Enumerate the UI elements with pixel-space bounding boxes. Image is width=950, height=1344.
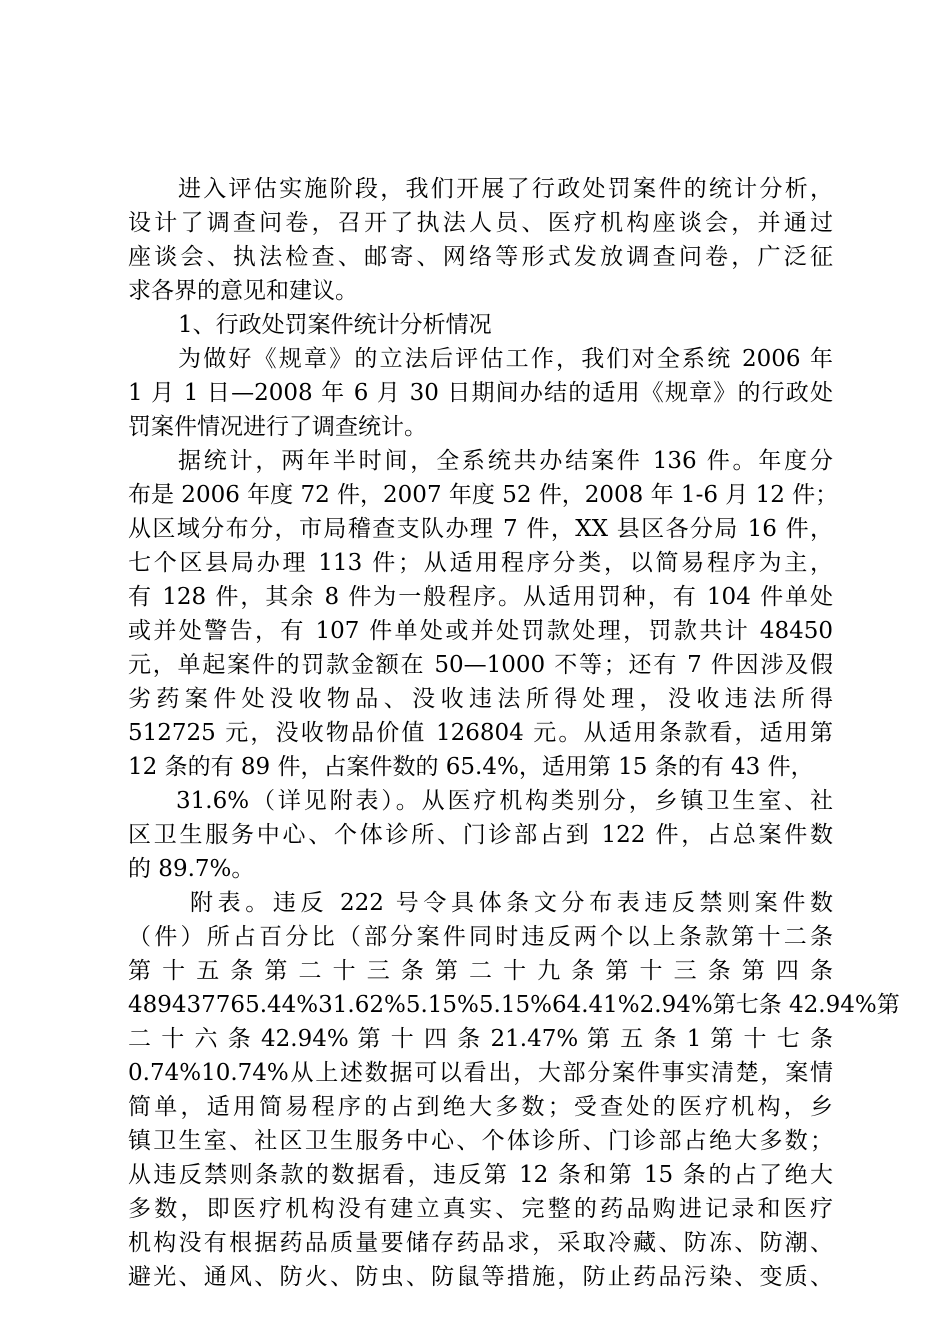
paragraph-line: 第 十 五 条 第 二 十 三 条 第 二 十 九 条 第 十 三 条 第 四 条 — [128, 958, 833, 984]
paragraph-line: 座谈会、执法检查、邮寄、网络等形式发放调查问卷，广泛征 — [128, 244, 833, 270]
paragraph-line: 劣药案件处没收物品、没收违法所得处理，没收违法所得 — [128, 686, 833, 712]
section-heading: 1、行政处罚案件统计分析情况 — [178, 312, 492, 338]
paragraph-line: 489437765.44%31.62%5.15%5.15%64.41%2.94%第七条 42.94%第 — [128, 992, 900, 1018]
paragraph-line: 31.6%（详见附表）。从医疗机构类别分，乡镇卫生室、社 — [176, 788, 833, 814]
paragraph-line: 1 月 1 日—2008 年 6 月 30 日期间办结的适用《规章》的行政处 — [128, 380, 833, 406]
paragraph-line: 进入评估实施阶段，我们开展了行政处罚案件的统计分析， — [178, 176, 833, 202]
paragraph-line: 设计了调查问卷，召开了执法人员、医疗机构座谈会，并通过 — [128, 210, 833, 236]
paragraph-line: 0.74%10.74%从上述数据可以看出，大部分案件事实清楚，案情 — [128, 1060, 833, 1086]
paragraph-line: 区卫生服务中心、个体诊所、门诊部占到 122 件，占总案件数 — [128, 822, 833, 848]
paragraph-line: 12 条的有 89 件，占案件数的 65.4%，适用第 15 条的有 43 件， — [128, 754, 814, 780]
paragraph-line: （件）所占百分比（部分案件同时违反两个以上条款第十二条 — [128, 924, 833, 950]
paragraph-line: 罚案件情况进行了调查统计。 — [128, 414, 427, 440]
paragraph-line: 布是 2006 年度 72 件，2007 年度 52 件，2008 年 1-6 月 12 件； — [128, 482, 839, 508]
paragraph-line: 二 十 六 条 42.94% 第 十 四 条 21.47% 第 五 条 1 第 十 七 条 — [128, 1026, 833, 1052]
paragraph-line: 多数，即医疗机构没有建立真实、完整的药品购进记录和医疗 — [128, 1196, 833, 1222]
paragraph-line: 七个区县局办理 113 件；从适用程序分类，以简易程序为主， — [128, 550, 833, 576]
paragraph-line: 为做好《规章》的立法后评估工作，我们对全系统 2006 年 — [178, 346, 833, 372]
paragraph-line: 从违反禁则条款的数据看，违反第 12 条和第 15 条的占了绝大 — [128, 1162, 833, 1188]
paragraph-line: 机构没有根据药品质量要储存药品求，采取冷藏、防冻、防潮、 — [128, 1230, 833, 1256]
paragraph-line: 求各界的意见和建议。 — [128, 278, 358, 304]
paragraph-line: 有 128 件，其余 8 件为一般程序。从适用罚种，有 104 件单处 — [128, 584, 833, 610]
paragraph-line: 附表。违反 222 号令具体条文分布表违反禁则案件数 — [190, 890, 833, 916]
paragraph-line: 的 89.7%。 — [128, 856, 255, 882]
document-body — [128, 172, 900, 1294]
paragraph-line: 512725 元，没收物品价值 126804 元。从适用条款看，适用第 — [128, 720, 833, 746]
paragraph-line: 避光、通风、防火、防虫、防鼠等措施，防止药品污染、变质、 — [128, 1264, 833, 1290]
paragraph-line: 简单，适用简易程序的占到绝大多数；受查处的医疗机构，乡 — [128, 1094, 833, 1120]
paragraph-line: 或并处警告，有 107 件单处或并处罚款处理，罚款共计 48450 — [128, 618, 833, 644]
paragraph-line: 从区域分布分，市局稽查支队办理 7 件，XX 县区各分局 16 件， — [128, 516, 833, 542]
paragraph-line: 镇卫生室、社区卫生服务中心、个体诊所、门诊部占绝大多数； — [128, 1128, 833, 1154]
paragraph-line: 元，单起案件的罚款金额在 50—1000 不等；还有 7 件因涉及假 — [128, 652, 833, 678]
paragraph-line: 据统计，两年半时间，全系统共办结案件 136 件。年度分 — [178, 448, 833, 474]
